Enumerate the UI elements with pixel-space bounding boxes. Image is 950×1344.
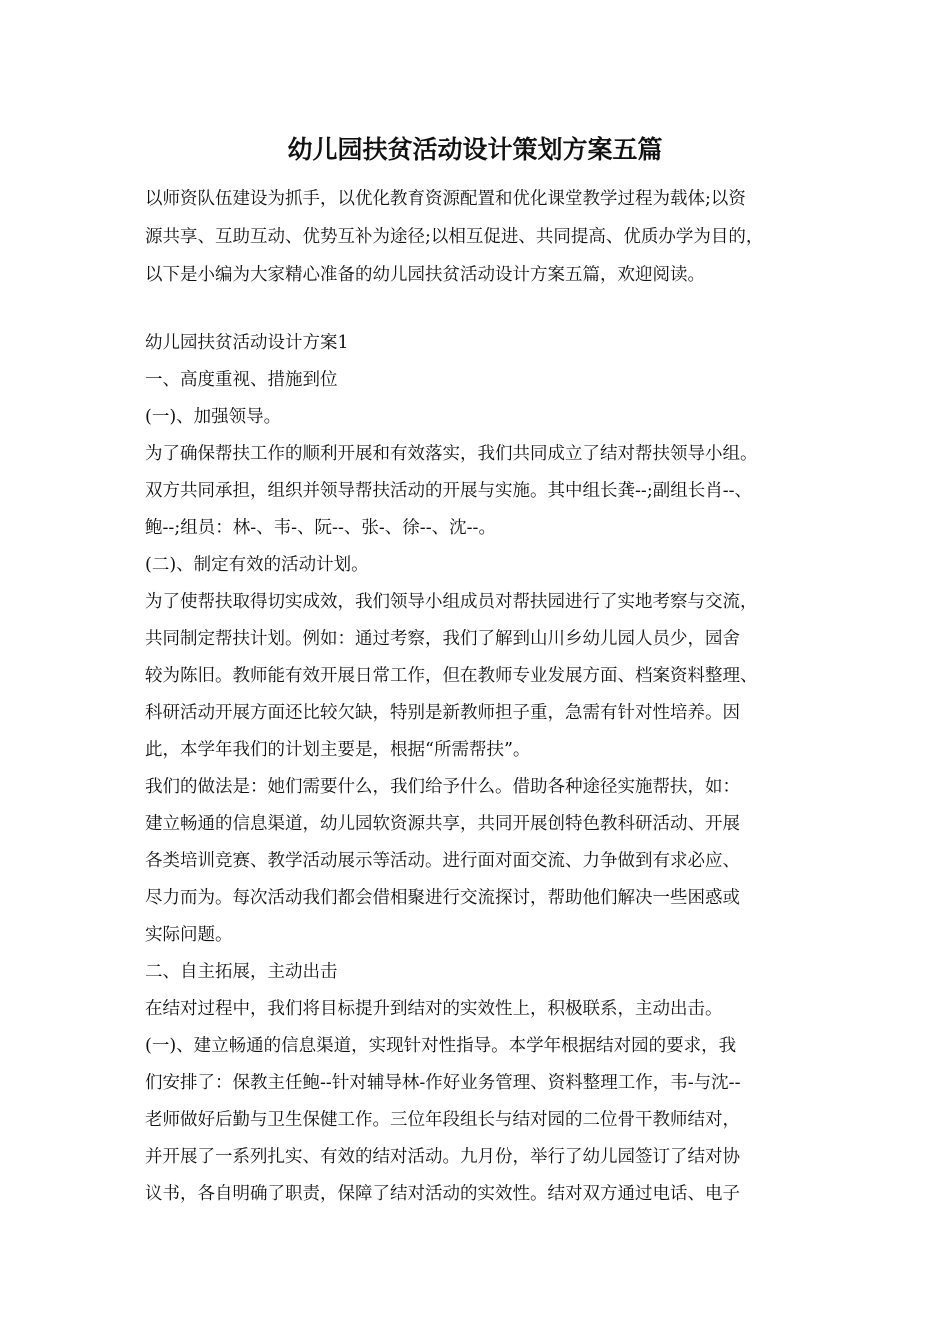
intro-paragraph: [145, 180, 813, 294]
intro-line: 以下是小编为大家精心准备的幼儿园扶贫活动设计方案五篇，欢迎阅读。: [145, 265, 705, 285]
body-line: 为了确保帮扶工作的顺利开展和有效落实，我们共同成立了结对帮扶领导小组。: [145, 444, 758, 464]
body-line: 鲍--;组员：林-、韦-、阮--、张-、徐--、沈--。: [145, 518, 496, 538]
body-line: 议书，各自明确了职责，保障了结对活动的实效性。结对双方通过电话、电子: [145, 1184, 740, 1204]
body-line: 实际问题。: [145, 925, 233, 945]
body-line: 建立畅通的信息渠道，幼儿园软资源共享，共同开展创特色教科研活动、开展: [145, 814, 740, 834]
body-line: 尽力而为。每次活动我们都会借相聚进行交流探讨，帮助他们解决一些困惑或: [145, 888, 740, 908]
item-heading: (一)、加强领导。: [145, 407, 282, 427]
subsection-heading: 一、高度重视、措施到位: [145, 370, 338, 390]
body-line: 并开展了一系列扎实、有效的结对活动。九月份，举行了幼儿园签订了结对协: [145, 1147, 740, 1167]
document-title: 幼儿园扶贫活动设计策划方案五篇: [287, 135, 663, 164]
body-line: 们安排了：保教主任鲍--针对辅导林-作好业务管理、资料整理工作，韦-与沈--: [145, 1073, 741, 1093]
subsection-heading: 二、自主拓展，主动出击: [145, 962, 338, 982]
intro-line: 以师资队伍建设为抓手，以优化教育资源配置和优化课堂教学过程为载体;以资: [145, 189, 746, 209]
body-line: 较为陈旧。教师能有效开展日常工作，但在教师专业发展方面、档案资料整理、: [145, 666, 758, 686]
body-line: 在结对过程中，我们将目标提升到结对的实效性上，积极联系，主动出击。: [145, 999, 723, 1019]
section-heading: 幼儿园扶贫活动设计方案1: [145, 333, 349, 353]
item-heading: (二)、制定有效的活动计划。: [145, 555, 369, 575]
body-line: 为了使帮扶取得切实成效，我们领导小组成员对帮扶园进行了实地考察与交流，: [145, 592, 758, 612]
document-body: [145, 325, 813, 1213]
body-line: 此，本学年我们的计划主要是，根据“所需帮扶”。: [145, 740, 531, 760]
body-line: 共同制定帮扶计划。例如：通过考察，我们了解到山川乡幼儿园人员少，园舍: [145, 629, 740, 649]
body-line: 我们的做法是：她们需要什么，我们给予什么。借助各种途径实施帮扶，如：: [145, 777, 740, 797]
body-line: 各类培训竞赛、教学活动展示等活动。进行面对面交流、力争做到有求必应、: [145, 851, 740, 871]
body-line: 科研活动开展方面还比较欠缺，特别是新教师担子重，急需有针对性培养。因: [145, 703, 740, 723]
intro-line: 源共享、互助互动、优势互补为途径;以相互促进、共同提高、优质办学为目的，: [145, 227, 764, 247]
body-line: (一)、建立畅通的信息渠道，实现针对性指导。本学年根据结对园的要求，我: [145, 1036, 737, 1056]
body-line: 老师做好后勤与卫生保健工作。三位年段组长与结对园的二位骨干教师结对，: [145, 1110, 740, 1130]
body-line: 双方共同承担，组织并领导帮扶活动的开展与实施。其中组长龚--;副组长肖--、: [145, 481, 753, 501]
